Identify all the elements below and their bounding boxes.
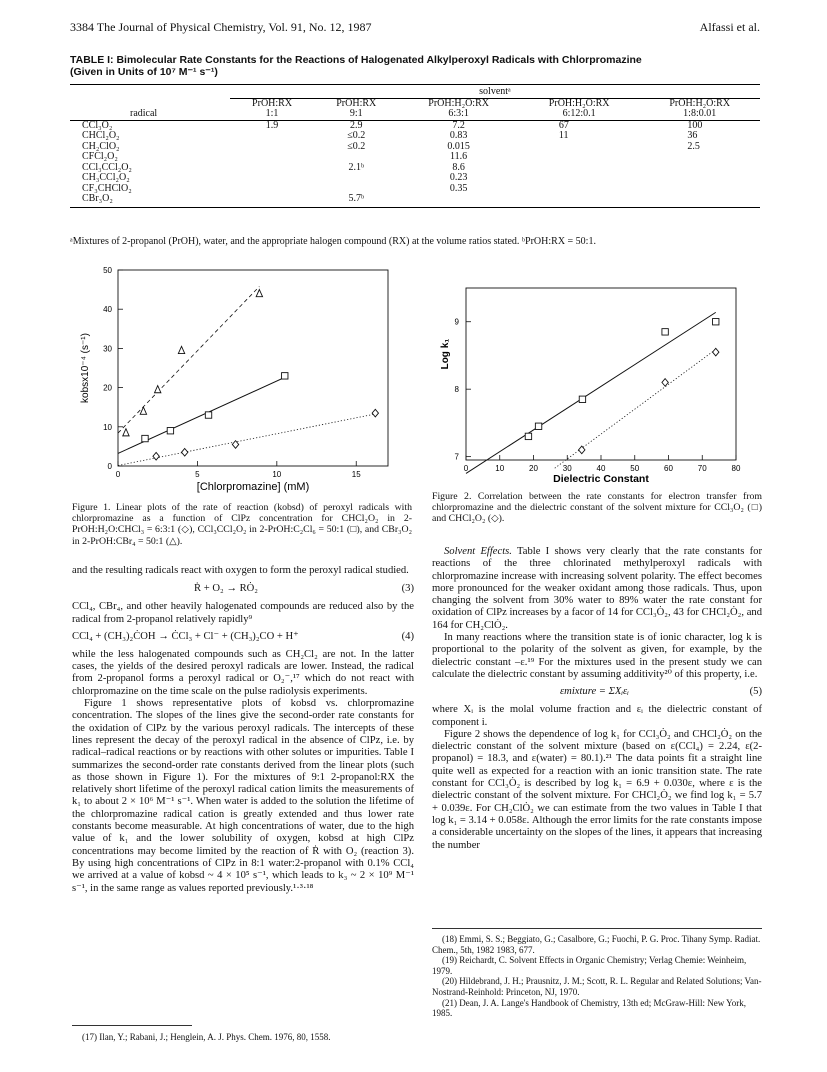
rate-value: [230, 194, 314, 205]
rate-value: 0.015: [447, 140, 470, 152]
table-footnote: ᵃMixtures of 2-propanol (PrOH), water, and the appropriate halogen compound (RX) at the volume ratios stated. ᵇPrOH:RX = 50:1.: [70, 236, 596, 247]
figure-2-caption: Figure 2. Correlation between the rate constants for electron transfer from chlorpromazine and the dielectric constant of the solvent mixture for CCl₃O₂ (□) and CHCl₂O₂ (◇).: [432, 491, 762, 525]
series-diamond: [555, 348, 719, 468]
table-units: (Given in Units of 10⁷ M⁻¹ s⁻¹): [70, 66, 218, 78]
data-point-diamond: [713, 348, 719, 356]
rate-value: [639, 163, 760, 174]
table-ratio-row: [70, 109, 760, 120]
rate-value: [639, 152, 760, 163]
data-point-square: [167, 428, 173, 434]
right-para-3: where Xᵢ is the molal volume fraction and εᵢ the dielectric constant of component i.: [432, 704, 762, 728]
rate-value: 11: [558, 130, 569, 141]
rate-value: ≤0.2: [347, 140, 366, 152]
data-point-triangle: [140, 407, 146, 414]
rate-value: [519, 194, 640, 205]
left-para-4: Figure 1 shows representative plots of kobsd vs. chlorpromazine concentration. The slopes of the lines give the second-order rate constants for the oxidation of ClPz by the various peroxyl radicals. The intercepts of these lines represent the decay of the peroxyl radical in the absence of ClPz, i.e. by radical–radical reactions or by reactions with other solutes or impurities. Table I summarizes the second-order rate constants derived from the linear plots (such as those shown in Figure 1). For the mixtures of 9:1 2-propanol:RX the relatively short lifetime of the peroxyl radical cation limits the measurements of k₁ to about 2 × 10⁶ M⁻¹ s⁻¹. When water is added to the solution the lifetime of the chlorpromazine radical cation is greatly extended and thus lower rate constants become measurable. At high concentrations of water, due to the high value of k₁ and the lower solubility of oxygen, kobsd at high ClPz concentrations may become limited by the reaction of Ṙ with O₂ (reaction 3). By using high concentrations of ClPz in 8:1 water:2-propanol with 0.1% CCl₄ we arrived at a value of kobsd ~ 4 × 10⁵ s⁻¹, which leads to k₃ ~ 2 × 10⁹ M⁻¹ s⁻¹, in the same range as values reported previously.¹·³·¹⁸: [72, 698, 414, 894]
reference-20: (20) Hildebrand, J. H.; Prausnitz, J. M.; Scott, R. L. Regular and Related Solutions; Van-Nostrand-Reinhold: Princeton, NJ, 1970.: [432, 976, 762, 997]
x-tick-label: 15: [351, 470, 361, 479]
table-row: [70, 173, 760, 184]
right-para-1-text: Table I shows very clearly that the rate constants for reactions of the three chlorinated methylperoxyl radicals with chlorpromazine increase with increasing solvent polarity. The effect becomes more pronounced for the weaker oxidant among those radicals. Thus, upon changing the solvent from 30% water to 89% water the rate constant for oxidation of ClPz increases by a facor of 14 for CCl₃Ȯ₂, 43 for CHCl₂Ȯ₂, and 164 for CH₂ClȮ₂.: [432, 546, 762, 631]
rate-value: 7.2: [452, 119, 465, 131]
equation-3-body: Ṙ + O₂ → RȮ₂: [194, 583, 258, 595]
rate-value: 5.7ᵇ: [348, 193, 365, 204]
right-para-1: [432, 546, 762, 632]
data-point-square: [525, 433, 531, 439]
x-tick-label: 60: [664, 464, 673, 473]
rate-value: 0.35: [449, 182, 468, 194]
right-para-2: In many reactions where the transition state is of ionic character, log k is proportional to the polarity of the solvent as given, for example, by the dielectric constant –ε.¹⁹ For the mixtures used in the present study we can calculate the dielectric constant by assuming additivity²⁰ of this property, i.e.: [432, 632, 762, 680]
rate-value: 2.5: [687, 140, 700, 152]
rate-value: 2.9: [350, 119, 363, 131]
left-para-1: and the resulting radicals react with oxygen to form the peroxyl radical studied.: [72, 565, 409, 576]
series-triangle: [118, 287, 263, 436]
running-header: [70, 20, 760, 38]
radical-name: CHCl₂O₂: [82, 130, 120, 141]
rate-value: 1.9: [265, 119, 279, 131]
data-point-square: [142, 435, 148, 441]
radical-name: CH₂ClO₂: [82, 140, 120, 152]
solvent-header: solventᵃ: [230, 87, 760, 98]
rate-value: 0.23: [449, 172, 468, 183]
x-axis-label: [Chlorpromazine] (mM): [196, 481, 310, 493]
radical-name: CCl₃CCl₂O₂: [82, 161, 132, 173]
rate-value: ≤0.2: [347, 130, 366, 141]
y-axis-label: kobsx10⁻⁴ (s⁻¹): [80, 333, 91, 403]
data-point-diamond: [579, 446, 585, 454]
rate-value: [519, 152, 640, 163]
data-point-square: [579, 396, 585, 402]
radical-name: CH₃CCl₂O₂: [82, 172, 130, 183]
equation-4-number: (4): [401, 630, 414, 642]
rate-value: [230, 142, 314, 153]
column-ratio: 9:1: [314, 109, 398, 120]
column-solvent: PrOH:H₂O:RX: [548, 97, 610, 109]
plot-frame: [466, 288, 736, 460]
equation-4-body: CCl₄ + (CH₃)₂ĊOH → ĊCl₃ + Cl⁻ + (CH₃)₂CO + H⁺: [72, 630, 299, 642]
reference-19: (19) Reichardt, C. Solvent Effects in Organic Chemistry; Verlag Chemie: Weinheim, 1979.: [432, 955, 747, 976]
x-tick-label: 50: [630, 464, 640, 473]
reference-18: (18) Emmi, S. S.; Beggiato, G.; Casalbore, G.; Fuochi, P. G. Proc. Tihany Symp. Radiat. Chem., 5th, 1982 1983, 677.: [432, 934, 761, 955]
right-footnote-rule: [432, 928, 762, 929]
reference-17: (17) Ilan, Y.; Rabani, J.; Henglein, A. J. Phys. Chem. 1976, 80, 1558.: [82, 1032, 331, 1042]
section-heading: Solvent Effects.: [444, 546, 512, 557]
x-axis-label: Dielectric Constant: [553, 473, 649, 485]
y-axis-label: Log k₁: [440, 338, 451, 370]
data-point-diamond: [153, 452, 159, 460]
right-references: [432, 934, 762, 1019]
rate-value: [230, 163, 314, 174]
series-diamond: [118, 409, 378, 465]
data-point-triangle: [256, 290, 262, 297]
y-tick-label: 9: [454, 317, 459, 327]
table-header-row: [70, 87, 760, 98]
y-tick-label: 7: [454, 452, 459, 462]
plot-frame: [118, 270, 388, 466]
rate-value: [519, 173, 640, 184]
data-point-diamond: [372, 409, 378, 417]
x-tick-label: 10: [495, 464, 505, 473]
y-tick-label: 40: [103, 305, 112, 315]
y-tick-label: 8: [454, 385, 459, 395]
rate-value: 2.1ᵇ: [348, 161, 365, 173]
rate-value: [314, 152, 398, 163]
rate-value: [519, 184, 640, 195]
column-ratio: 1:8:0.01: [639, 109, 760, 120]
data-point-square: [535, 423, 541, 429]
figure-1-caption: Figure 1. Linear plots of the rate of reaction (kobsd) of peroxyl radicals with chlorpromazine as a function of ClPz concentration for CHCl₂O₂ in 2-PrOH:H₂O:CHCl₃ = 6:3:1 (◇), CCl₃CCl₂O₂ in 2-PrOH:C₂Cl₆ = 50:1 (□), and CBr₃O₂ in 2-PrOH:CBr₄ = 50:1 (△).: [72, 502, 412, 547]
rate-value: [519, 142, 640, 153]
rate-value: 36: [687, 130, 698, 141]
left-footnote-rule: [72, 1025, 192, 1026]
equation-5: [432, 686, 762, 704]
equation-3: [72, 583, 414, 601]
x-tick-label: 10: [272, 470, 282, 479]
x-tick-label: 80: [731, 464, 741, 473]
x-tick-label: 5: [195, 470, 200, 479]
equation-5-number: (5): [749, 686, 762, 698]
table-row: [70, 194, 760, 205]
left-column: [72, 565, 414, 895]
y-tick-label: 50: [103, 266, 112, 275]
table-title: TABLE I: Bimolecular Rate Constants for the Reactions of Halogenated Alkylperoxyl Radicals with Chlorpromazine: [70, 54, 642, 66]
rate-value: 0.83: [449, 130, 468, 141]
data-point-triangle: [178, 346, 184, 353]
column-ratio: 6:3:1: [398, 109, 519, 120]
fit-line: [463, 312, 716, 473]
fit-line: [118, 287, 259, 434]
y-tick-label: 0: [107, 462, 112, 471]
journal-citation: 3384 The Journal of Physical Chemistry, Vol. 91, No. 12, 1987: [70, 20, 372, 34]
rate-value: [314, 173, 398, 184]
table-solvent-row: [70, 98, 760, 109]
equation-5-body: εmixture = ΣXᵢεᵢ: [560, 686, 629, 698]
table-row: [70, 120, 760, 131]
rate-value: [230, 131, 314, 142]
rate-value: [230, 173, 314, 184]
table-caption: [70, 54, 760, 78]
y-tick-label: 20: [103, 383, 112, 393]
figure-1-chart: [72, 258, 402, 498]
data-point-square: [662, 329, 668, 335]
rate-value: 100: [687, 119, 703, 131]
x-tick-label: 40: [596, 464, 606, 473]
rate-value: 67: [558, 119, 569, 131]
column-solvent: PrOH:H₂O:RX: [669, 97, 731, 109]
left-para-3: while the less halogenated compounds such as CH₂Cl₂ are not. In the latter cases, the yields of the desired peroxyl radicals are lower. Instead, the radical from 2-propanol forms a peroxyl radical or O₂⁻,¹⁷ which do not react with chlorpromazine on the time scale on the pulse radiolysis experiments.: [72, 648, 414, 697]
equation-3-number: (3): [401, 583, 414, 595]
rate-value: 8.6: [452, 161, 465, 173]
column-ratio: 1:1: [230, 109, 314, 120]
x-tick-label: 30: [562, 464, 572, 473]
data-point-square: [205, 412, 211, 418]
column-solvent: PrOH:RX: [336, 97, 377, 109]
data-point-diamond: [182, 448, 188, 456]
table-row: [70, 184, 760, 195]
x-tick-label: 20: [529, 464, 538, 473]
table-corner: [70, 87, 230, 98]
column-solvent: PrOH:RX: [252, 97, 293, 109]
left-para-2: CCl₄, CBr₄, and other heavily halogenated compounds are reduced also by the radical from 2-propanol relatively rapidly⁹: [72, 601, 414, 625]
column-ratio: 6:12:0.1: [519, 109, 640, 120]
equation-4: [72, 631, 414, 649]
authors: Alfassi et al.: [699, 20, 760, 34]
reference-21: (21) Dean, J. A. Lange's Handbook of Chemistry, 13th ed; McGraw-Hill: New York, 1985.: [432, 997, 746, 1019]
rate-value: [519, 163, 640, 174]
x-tick-label: 0: [463, 464, 469, 473]
rate-value: [230, 184, 314, 195]
rate-constant-table: [70, 84, 760, 208]
data-point-triangle: [123, 429, 129, 436]
radical-name: CF₃CHClO₂: [82, 182, 132, 194]
rate-value: 11.6: [450, 151, 468, 162]
column-solvent: PrOH:H₂O:RX: [428, 97, 489, 109]
x-tick-label: 0: [115, 470, 121, 479]
right-column: [432, 546, 762, 852]
radical-name: CBr₃O₂: [82, 193, 113, 204]
data-point-square: [282, 373, 288, 379]
table-row: [70, 152, 760, 163]
radical-header: radical: [70, 109, 230, 120]
rate-value: [398, 194, 519, 205]
rate-value: [639, 194, 760, 205]
series-square: [463, 312, 719, 473]
table-row: [70, 131, 760, 142]
table-row: [70, 142, 760, 153]
radical-name: CFCl₂O₂: [82, 151, 118, 162]
right-para-4: Figure 2 shows the dependence of log k₁ for CCl₃Ȯ₂ and CHCl₂Ȯ₂ on the dielectric constant of the solvent mixture (based on ε(CCl₄) = 2.24, ε(2-propanol) = 18.3, and ε(water) = 80.1).²¹ The data points fit a straight line quite well as expected for a reaction with an ionic transition state. The rate constant for CCl₃Ȯ₂ is described by log k₁ = 6.9 + 0.030ε, where ε is the dielectric constant of the solvent mixture. For CHCl₂Ȯ₂ we find log k₁ = 5.7 + 0.039ε. For CH₂ClȮ₂ we can estimate from the two values in Table I that log k₁ = 3.14 + 0.058ε. Although the error limits for the rate constants impose a considerable uncertainty on the slopes of the lines, it appears that increasing the number: [432, 728, 762, 851]
figure-2-chart: [432, 282, 758, 492]
data-point-diamond: [662, 379, 668, 387]
radical-name: CCl₃O₂: [82, 119, 113, 131]
y-tick-label: 30: [103, 344, 112, 354]
rate-value: [639, 173, 760, 184]
rate-value: [230, 152, 314, 163]
rate-value: [639, 184, 760, 195]
data-point-square: [713, 319, 719, 325]
x-tick-label: 70: [697, 464, 707, 473]
table-row: [70, 163, 760, 174]
data-point-triangle: [155, 386, 161, 393]
y-tick-label: 10: [103, 422, 112, 432]
